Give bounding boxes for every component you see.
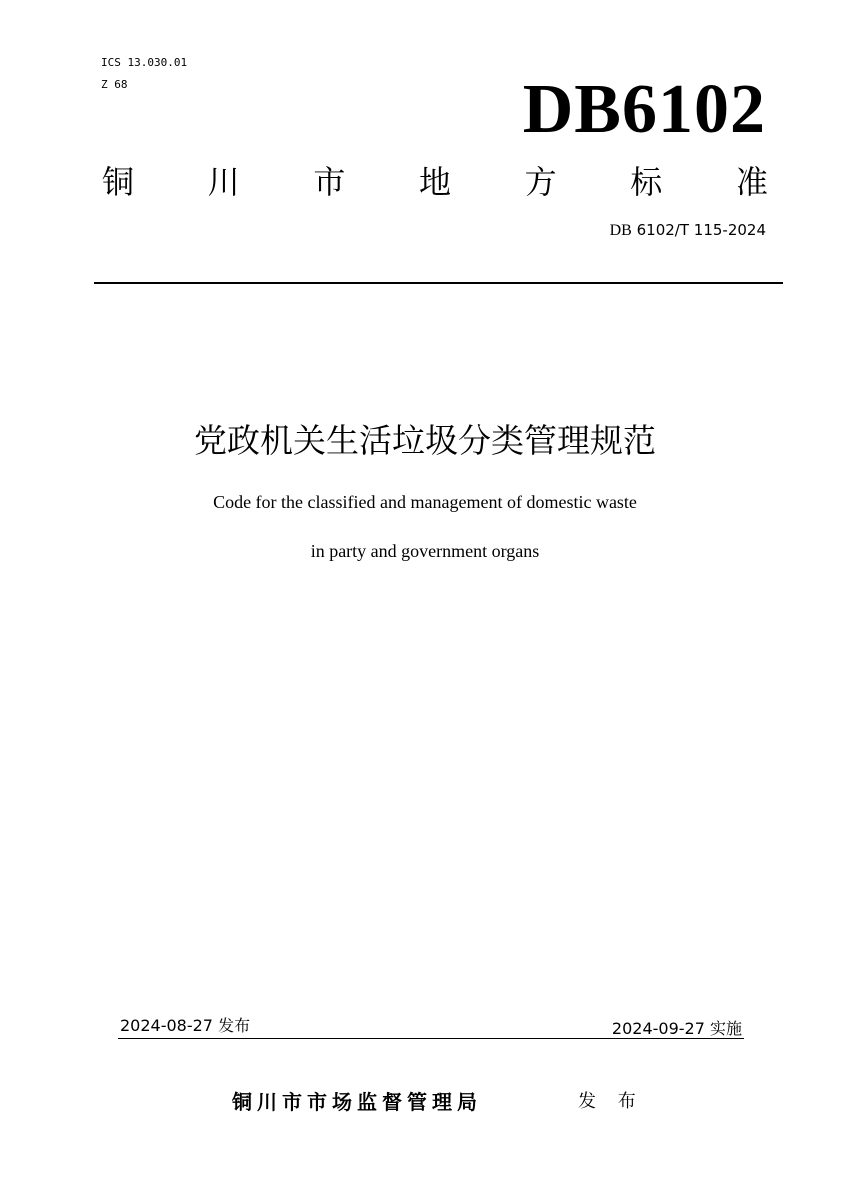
standard-type-char: 市 [313,163,346,201]
standard-type-char: 准 [735,163,768,201]
ccs-code: Z 68 [101,78,128,91]
publish-label: 发 布 [578,1091,644,1112]
issue-date: 2024-08-27 发布 [120,1016,251,1035]
implementation-date: 2024-09-27 实施 [611,1019,742,1038]
english-title-line-2: in party and government organs [310,541,540,561]
standard-number-prefix: DB [609,222,632,239]
standard-type [102,160,768,204]
standard-type-char: 铜 [102,163,135,201]
standard-type-char: 标 [630,163,663,201]
document-title: 党政机关生活垃圾分类管理规范 [194,421,656,460]
header-divider [94,282,783,284]
ics-code: ICS 13.030.01 [101,56,188,69]
standard-code-logo: DB6102 [522,71,766,148]
standard-number [610,220,766,241]
standard-type-char: 川 [207,163,240,201]
standard-number-value: 6102/T 115-2024 [636,221,766,239]
standard-type-char: 方 [524,163,557,201]
standard-type-char: 地 [418,163,451,201]
english-title-line-1: Code for the classified and management of domestic waste [213,492,637,512]
publisher-name: 铜川市市场监督管理局 [232,1090,482,1114]
footer-divider [118,1038,744,1039]
